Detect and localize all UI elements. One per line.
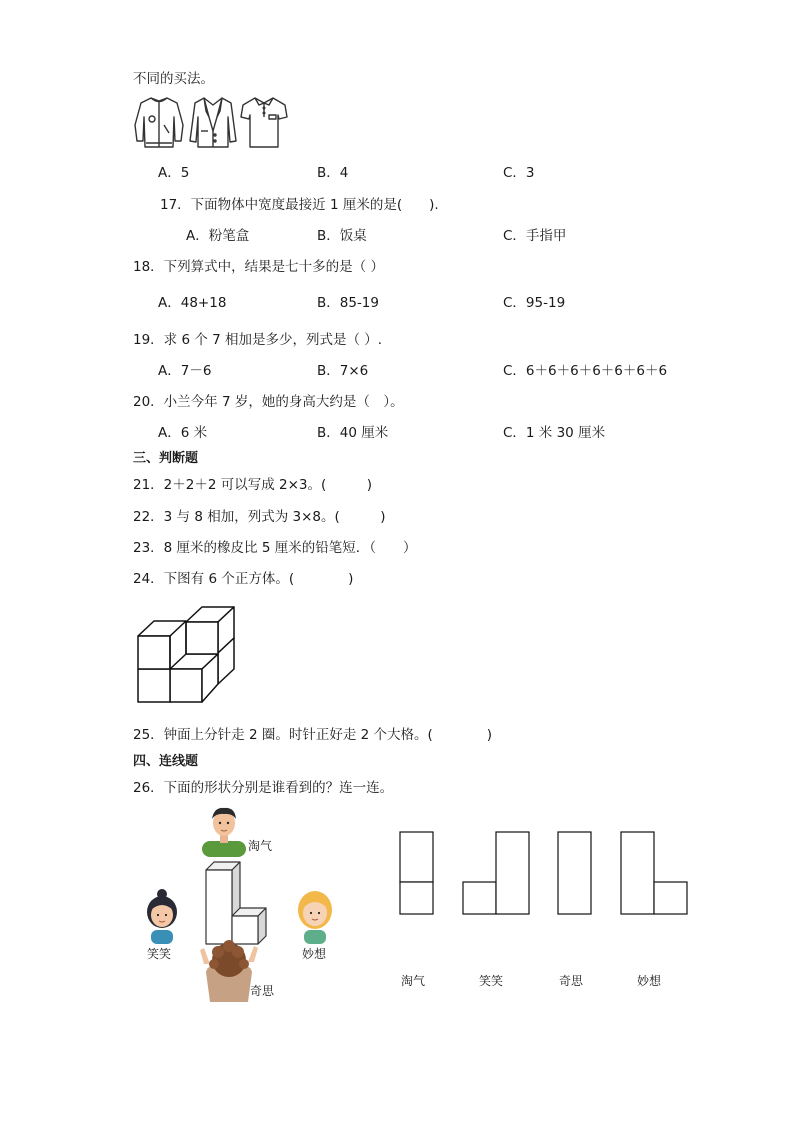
polo-shirt-icon	[239, 95, 289, 149]
q20-option-c[interactable]: C．1 米 30 厘米	[503, 425, 606, 441]
boy-taoqi-icon	[200, 803, 248, 857]
person-label-right: 妙想	[302, 947, 327, 961]
q25-text: 25．钟面上分针走 2 圈。时针正好走 2 个大格。( )	[133, 727, 493, 743]
girl-miaoxiang-icon	[295, 888, 335, 944]
view-label-2: 笑笑	[479, 974, 504, 988]
person-label-top: 淘气	[248, 839, 273, 853]
q17-option-c[interactable]: C．手指甲	[503, 228, 567, 244]
q19-option-b[interactable]: B．7×6	[317, 363, 369, 379]
q20-option-a[interactable]: A．6 米	[158, 425, 208, 441]
jacket-icon	[133, 95, 185, 149]
section-title-judgement: 三、判断题	[133, 451, 199, 466]
intro-text: 不同的买法。	[133, 71, 214, 87]
q16-option-b[interactable]: B．4	[317, 165, 349, 181]
q21-text: 21．2＋2＋2 可以写成 2×3。( )	[133, 477, 373, 493]
cubes-figure	[136, 605, 236, 705]
blazer-icon	[189, 95, 237, 149]
q18-text: 18．下列算式中，结果是七十多的是（ ）	[133, 259, 384, 275]
section-title-matching: 四、连线题	[133, 754, 199, 769]
q17-text: 17．下面物体中宽度最接近 1 厘米的是( ).	[160, 197, 439, 213]
q18-option-a[interactable]: A．48+18	[158, 295, 227, 311]
view-shapes	[398, 830, 690, 916]
girl-xiaoxiao-icon	[143, 888, 181, 944]
view-label-4: 妙想	[637, 974, 662, 988]
q16-option-c[interactable]: C．3	[503, 165, 535, 181]
q24-text: 24．下图有 6 个正方体。( )	[133, 571, 354, 587]
q17-option-b[interactable]: B．饭桌	[317, 228, 367, 244]
q16-option-a[interactable]: A．5	[158, 165, 190, 181]
person-label-left: 笑笑	[147, 947, 172, 961]
q19-option-c[interactable]: C．6＋6＋6＋6＋6＋6＋6	[503, 363, 668, 379]
q19-option-a[interactable]: A．7－6	[158, 363, 212, 379]
q18-option-b[interactable]: B．85-19	[317, 295, 379, 311]
q22-text: 22．3 与 8 相加，列式为 3×8。( )	[133, 509, 386, 525]
q18-option-c[interactable]: C．95-19	[503, 295, 566, 311]
q20-option-b[interactable]: B．40 厘米	[317, 425, 389, 441]
view-label-3: 奇思	[559, 974, 584, 988]
q19-text: 19．求 6 个 7 相加是多少，列式是（ ）.	[133, 332, 383, 348]
blocks-figure	[204, 856, 268, 946]
view-label-1: 淘气	[401, 974, 426, 988]
q26-text: 26．下面的形状分别是谁看到的？连一连。	[133, 780, 394, 796]
q17-option-a[interactable]: A．粉笔盒	[186, 228, 250, 244]
person-label-bottom: 奇思	[250, 984, 275, 998]
q20-text: 20．小兰今年 7 岁，她的身高大约是（ ）。	[133, 394, 404, 410]
q23-text: 23．8 厘米的橡皮比 5 厘米的铅笔短．（ ）	[133, 540, 417, 556]
